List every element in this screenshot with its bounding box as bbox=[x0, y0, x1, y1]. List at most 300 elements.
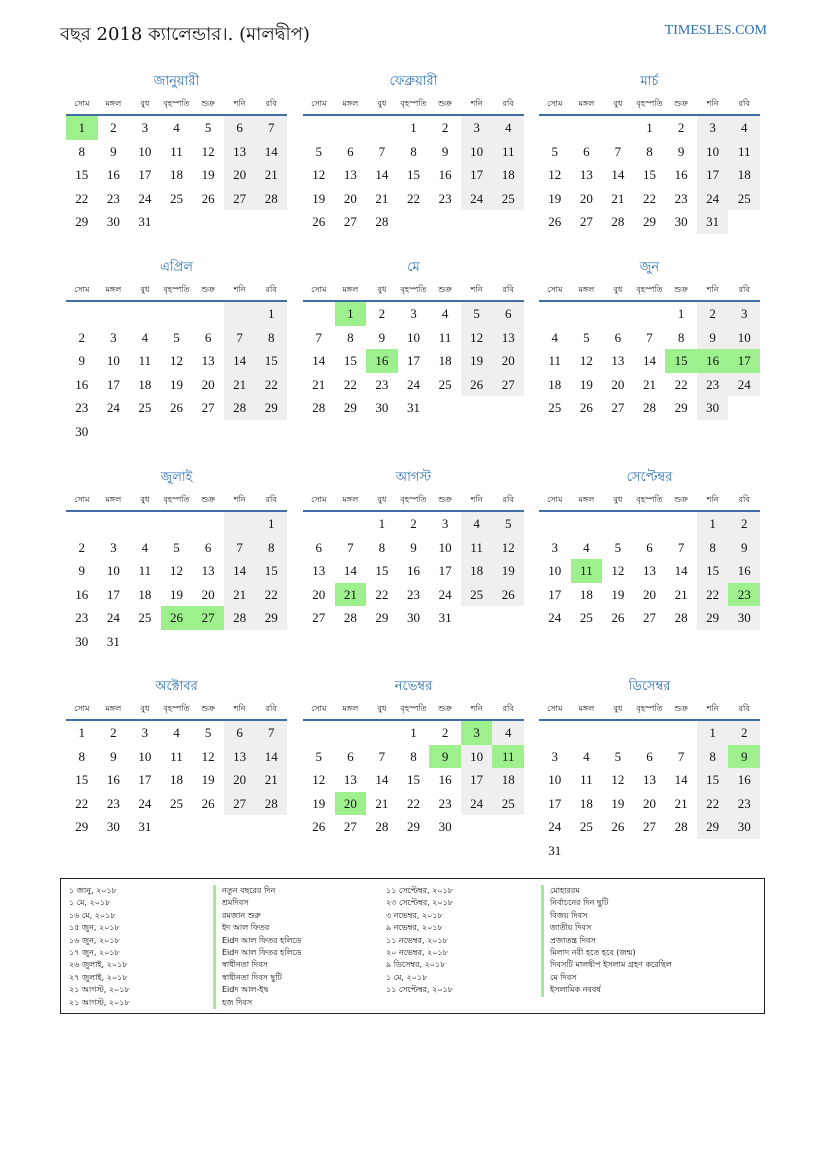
empty-cell bbox=[539, 116, 571, 140]
day-cell: 25 bbox=[169, 795, 183, 811]
day-cell: 22 bbox=[75, 795, 89, 811]
day-cell: 28 bbox=[224, 606, 256, 630]
day-cell: 8 bbox=[677, 329, 685, 345]
day-cell: 3 bbox=[551, 539, 559, 555]
day-cell: 19 bbox=[611, 795, 625, 811]
weekday-label: রবি bbox=[502, 495, 514, 504]
legend-date: ৩ নভেম্বর, ২০১৮ bbox=[386, 910, 443, 920]
empty-cell bbox=[602, 302, 634, 326]
day-cell: 23 bbox=[438, 190, 452, 206]
day-cell: 12 bbox=[611, 563, 625, 578]
day-cell: 12 bbox=[492, 536, 524, 560]
empty-cell bbox=[192, 512, 224, 536]
holiday-day-cell: 3 bbox=[461, 721, 493, 745]
empty-cell bbox=[665, 721, 697, 745]
day-cell: 6 bbox=[204, 329, 212, 345]
empty-cell bbox=[602, 512, 634, 536]
holiday-day-cell: 26 bbox=[161, 606, 193, 630]
day-cell: 23 bbox=[75, 610, 89, 625]
legend-holiday-name: দিবসটি মালদ্বীপ ইসলাম গ্রহণ করেছিল bbox=[541, 959, 672, 971]
day-cell: 18 bbox=[492, 163, 524, 187]
empty-cell bbox=[602, 116, 634, 140]
day-cell: 18 bbox=[138, 376, 152, 392]
day-cell: 30 bbox=[728, 606, 760, 630]
empty-cell bbox=[571, 116, 603, 140]
day-cell: 29 bbox=[75, 214, 89, 229]
day-cell: 28 bbox=[674, 610, 688, 625]
weekday-label: বৃহস্পতি bbox=[163, 704, 190, 713]
empty-cell bbox=[366, 116, 398, 140]
day-cell: 11 bbox=[492, 140, 524, 164]
day-cell: 5 bbox=[492, 512, 524, 536]
weekday-label: শনি bbox=[706, 285, 719, 294]
weekday-label: মঙ্গল bbox=[105, 285, 122, 294]
day-cell: 7 bbox=[614, 143, 622, 159]
weekday-header bbox=[66, 94, 287, 116]
day-cell: 19 bbox=[461, 349, 493, 373]
day-cell: 9 bbox=[697, 326, 729, 350]
day-cell: 4 bbox=[492, 116, 524, 140]
day-cell: 19 bbox=[579, 376, 593, 392]
day-cell: 13 bbox=[343, 167, 357, 182]
month-calendar bbox=[66, 677, 287, 839]
day-cell: 7 bbox=[677, 539, 685, 555]
day-cell: 24 bbox=[548, 819, 562, 834]
weekday-label: বুধ bbox=[613, 285, 623, 294]
day-cell: 15 bbox=[75, 167, 89, 182]
day-cell: 24 bbox=[697, 187, 729, 211]
day-cell: 5 bbox=[551, 143, 559, 159]
day-cell: 23 bbox=[406, 586, 420, 602]
legend-date: ১৬ মে, ২০১৮ bbox=[69, 910, 116, 920]
day-cell: 8 bbox=[378, 539, 386, 555]
day-cell: 30 bbox=[75, 633, 89, 649]
day-cell: 19 bbox=[169, 586, 183, 602]
day-cell: 14 bbox=[674, 772, 688, 787]
day-cell: 26 bbox=[461, 373, 493, 397]
day-cell: 31 bbox=[548, 842, 562, 858]
day-cell: 7 bbox=[224, 326, 256, 350]
day-cell: 8 bbox=[646, 143, 653, 159]
page-title: বছর 2018 ক্যালেন্ডার।. (মালদ্বীপ) bbox=[60, 24, 310, 45]
day-cell: 11 bbox=[138, 353, 152, 368]
day-cell: 18 bbox=[728, 163, 760, 187]
day-cell: 25 bbox=[492, 187, 524, 211]
day-cell: 22 bbox=[75, 190, 89, 206]
weekday-label: শুক্র bbox=[674, 495, 688, 504]
weekday-label: শনি bbox=[706, 704, 719, 713]
day-cell: 6 bbox=[347, 748, 354, 764]
month-name: মার্চ bbox=[640, 74, 659, 89]
weekday-label: বৃহস্পতি bbox=[400, 99, 427, 108]
day-grid bbox=[303, 721, 524, 839]
day-cell: 8 bbox=[410, 143, 417, 159]
day-cell: 22 bbox=[255, 583, 287, 607]
day-cell: 31 bbox=[406, 400, 420, 415]
weekday-label: বুধ bbox=[613, 99, 623, 108]
day-cell: 10 bbox=[461, 745, 493, 769]
day-cell: 17 bbox=[138, 772, 152, 787]
day-cell: 27 bbox=[492, 373, 524, 397]
day-cell: 26 bbox=[548, 214, 562, 229]
day-cell: 4 bbox=[461, 512, 493, 536]
month-calendar bbox=[303, 258, 524, 420]
day-grid bbox=[539, 116, 760, 234]
weekday-label: শুক্র bbox=[438, 704, 452, 713]
legend-holiday-name: বিজয় দিবস bbox=[541, 910, 672, 922]
day-cell: 7 bbox=[224, 536, 256, 560]
day-cell: 27 bbox=[343, 214, 357, 229]
weekday-label: রবি bbox=[502, 704, 514, 713]
weekday-label: রবি bbox=[738, 99, 750, 108]
day-cell: 21 bbox=[642, 376, 656, 392]
empty-cell bbox=[539, 302, 571, 326]
weekday-label: শুক্র bbox=[201, 704, 215, 713]
day-cell: 9 bbox=[441, 143, 449, 159]
weekday-header bbox=[66, 699, 287, 721]
weekday-label: মঙ্গল bbox=[578, 285, 595, 294]
day-cell: 28 bbox=[343, 610, 357, 625]
day-cell: 30 bbox=[438, 819, 452, 834]
empty-cell bbox=[539, 512, 571, 536]
weekday-label: সোম bbox=[311, 495, 327, 504]
day-cell: 22 bbox=[697, 583, 729, 607]
day-cell: 23 bbox=[697, 373, 729, 397]
weekday-label: বুধ bbox=[140, 495, 150, 504]
day-cell: 16 bbox=[75, 376, 89, 392]
day-cell: 6 bbox=[224, 116, 256, 140]
month-calendar bbox=[303, 72, 524, 234]
legend-holiday-name: ইদ আল ফিতর bbox=[213, 922, 302, 934]
day-cell: 8 bbox=[255, 536, 287, 560]
day-cell: 24 bbox=[106, 400, 120, 415]
day-cell: 7 bbox=[255, 721, 287, 745]
day-cell: 5 bbox=[173, 329, 180, 345]
holiday-day-cell: 1 bbox=[335, 302, 367, 326]
day-cell: 27 bbox=[611, 400, 625, 415]
day-cell: 11 bbox=[548, 353, 562, 368]
day-cell: 7 bbox=[646, 329, 653, 345]
day-cell: 19 bbox=[312, 190, 326, 206]
day-grid bbox=[66, 721, 287, 839]
day-cell: 11 bbox=[728, 140, 760, 164]
day-cell: 26 bbox=[492, 583, 524, 607]
day-cell: 23 bbox=[728, 792, 760, 816]
empty-cell bbox=[634, 721, 666, 745]
holiday-day-cell: 15 bbox=[665, 349, 697, 373]
holiday-day-cell: 16 bbox=[366, 349, 398, 373]
legend-date: ১ মে, ২০১৮ bbox=[386, 972, 428, 982]
day-cell: 21 bbox=[224, 373, 256, 397]
day-cell: 14 bbox=[255, 745, 287, 769]
day-cell: 18 bbox=[548, 376, 562, 392]
day-cell: 3 bbox=[141, 725, 149, 740]
day-cell: 27 bbox=[579, 214, 593, 229]
day-cell: 22 bbox=[406, 190, 420, 206]
holiday-day-cell: 21 bbox=[335, 583, 367, 607]
day-cell: 13 bbox=[579, 167, 593, 182]
day-cell: 20 bbox=[343, 190, 357, 206]
day-cell: 8 bbox=[78, 143, 86, 159]
day-cell: 16 bbox=[106, 167, 120, 182]
weekday-label: বৃহস্পতি bbox=[636, 704, 663, 713]
day-cell: 22 bbox=[697, 792, 729, 816]
day-cell: 5 bbox=[583, 329, 590, 345]
day-cell: 22 bbox=[255, 373, 287, 397]
day-cell: 30 bbox=[106, 214, 120, 229]
day-cell: 12 bbox=[312, 167, 326, 182]
day-cell: 13 bbox=[201, 563, 215, 578]
holiday-day-cell: 23 bbox=[728, 583, 760, 607]
weekday-label: রবি bbox=[738, 704, 750, 713]
day-cell: 3 bbox=[441, 516, 449, 531]
weekday-label: মঙ্গল bbox=[105, 495, 122, 504]
day-cell: 2 bbox=[677, 120, 685, 135]
day-cell: 4 bbox=[141, 539, 149, 555]
day-cell: 15 bbox=[642, 167, 656, 182]
day-cell: 17 bbox=[461, 163, 493, 187]
day-cell: 17 bbox=[461, 768, 493, 792]
day-cell: 20 bbox=[642, 795, 656, 811]
day-cell: 8 bbox=[697, 536, 729, 560]
empty-cell bbox=[303, 116, 335, 140]
weekday-label: বৃহস্পতি bbox=[400, 704, 427, 713]
legend-left-names bbox=[213, 885, 302, 1009]
day-cell: 17 bbox=[106, 586, 120, 602]
day-cell: 21 bbox=[674, 586, 688, 602]
day-cell: 27 bbox=[224, 792, 256, 816]
site-link[interactable]: TIMESLES.COM bbox=[664, 23, 767, 38]
day-cell: 5 bbox=[614, 539, 622, 555]
day-grid bbox=[66, 116, 287, 234]
day-cell: 12 bbox=[201, 143, 215, 159]
day-cell: 20 bbox=[492, 349, 524, 373]
day-cell: 7 bbox=[378, 143, 386, 159]
day-cell: 10 bbox=[728, 326, 760, 350]
legend-date: ১৭ জুন, ২০১৮ bbox=[69, 948, 120, 958]
day-grid bbox=[303, 302, 524, 420]
month-name: সেপ্টেম্বর bbox=[626, 470, 673, 485]
legend-holiday-name: Eidদ আল ফিতর হলিডে bbox=[213, 935, 302, 947]
legend-left-dates bbox=[69, 885, 130, 1009]
legend-holiday-name: নির্বাচনের দিন ছুটি bbox=[541, 897, 672, 909]
day-cell: 31 bbox=[138, 819, 152, 834]
holiday-day-cell: 9 bbox=[728, 745, 760, 769]
day-cell: 5 bbox=[461, 302, 493, 326]
month-name: মে bbox=[407, 260, 420, 275]
month-calendar bbox=[66, 468, 287, 653]
weekday-label: রবি bbox=[738, 495, 750, 504]
day-cell: 31 bbox=[438, 610, 452, 625]
day-cell: 3 bbox=[110, 539, 117, 555]
day-cell: 8 bbox=[347, 329, 354, 345]
month-name: অক্টোবর bbox=[155, 679, 198, 694]
weekday-label: মঙ্গল bbox=[578, 99, 595, 108]
weekday-label: শুক্র bbox=[674, 285, 688, 294]
weekday-label: বৃহস্পতি bbox=[636, 99, 663, 108]
empty-cell bbox=[335, 721, 367, 745]
day-cell: 9 bbox=[78, 353, 86, 368]
day-cell: 25 bbox=[138, 400, 152, 415]
day-cell: 3 bbox=[110, 329, 117, 345]
weekday-label: শুক্র bbox=[438, 99, 452, 108]
holiday-day-cell: 11 bbox=[492, 745, 524, 769]
day-cell: 2 bbox=[441, 725, 449, 740]
day-cell: 25 bbox=[461, 583, 493, 607]
weekday-label: সোম bbox=[74, 495, 90, 504]
day-cell: 4 bbox=[728, 116, 760, 140]
weekday-label: রবি bbox=[265, 285, 277, 294]
day-cell: 24 bbox=[138, 190, 152, 206]
day-cell: 17 bbox=[138, 167, 152, 182]
empty-cell bbox=[303, 302, 335, 326]
day-cell: 11 bbox=[170, 143, 183, 159]
day-cell: 15 bbox=[406, 167, 420, 182]
day-cell: 13 bbox=[224, 140, 256, 164]
day-cell: 26 bbox=[169, 400, 183, 415]
empty-cell bbox=[66, 512, 98, 536]
legend-holiday-name: হজ দিবস bbox=[213, 997, 302, 1009]
month-name: নভেম্বর bbox=[394, 679, 433, 694]
day-cell: 1 bbox=[410, 120, 417, 135]
day-cell: 4 bbox=[173, 120, 180, 135]
day-cell: 25 bbox=[728, 187, 760, 211]
day-cell: 15 bbox=[343, 353, 357, 368]
day-cell: 2 bbox=[78, 539, 86, 555]
day-cell: 28 bbox=[224, 396, 256, 420]
legend-date: ২০ নভেম্বর, ২০১৮ bbox=[386, 948, 448, 958]
legend-holiday-name: স্বাধীনতা দিবস bbox=[213, 959, 302, 971]
day-cell: 19 bbox=[492, 559, 524, 583]
weekday-label: মঙ্গল bbox=[578, 704, 595, 713]
month-calendar bbox=[539, 677, 760, 862]
day-cell: 26 bbox=[579, 400, 593, 415]
empty-cell bbox=[571, 721, 603, 745]
legend-holiday-name: মোহাররম bbox=[541, 885, 672, 897]
day-cell: 11 bbox=[138, 563, 152, 578]
day-cell: 19 bbox=[169, 376, 183, 392]
day-cell: 20 bbox=[642, 586, 656, 602]
day-cell: 31 bbox=[106, 633, 120, 649]
month-calendar bbox=[539, 258, 760, 420]
day-cell: 28 bbox=[375, 819, 389, 834]
weekday-label: সোম bbox=[74, 99, 90, 108]
weekday-label: মঙ্গল bbox=[105, 704, 122, 713]
day-cell: 12 bbox=[611, 772, 625, 787]
day-cell: 6 bbox=[347, 143, 354, 159]
legend-date: ২১ আগস্ট, ২০১৮ bbox=[69, 997, 130, 1007]
holiday-day-cell: 17 bbox=[728, 349, 760, 373]
legend-date: ৯ নভেম্বর, ২০১৮ bbox=[386, 923, 443, 933]
day-cell: 30 bbox=[674, 214, 688, 229]
month-name: জানুয়ারী bbox=[153, 74, 200, 89]
legend-date: ৯ ডিসেম্বর, ২০১৮ bbox=[386, 960, 446, 970]
day-cell: 21 bbox=[255, 768, 287, 792]
day-cell: 9 bbox=[677, 143, 685, 159]
day-cell: 20 bbox=[579, 190, 593, 206]
day-cell: 25 bbox=[438, 376, 452, 392]
weekday-label: বৃহস্পতি bbox=[400, 285, 427, 294]
day-cell: 20 bbox=[224, 768, 256, 792]
weekday-label: রবি bbox=[265, 495, 277, 504]
day-cell: 18 bbox=[438, 353, 452, 368]
empty-cell bbox=[224, 302, 256, 326]
holiday-day-cell: 27 bbox=[192, 606, 224, 630]
weekday-label: সোম bbox=[547, 285, 563, 294]
day-cell: 19 bbox=[312, 795, 326, 811]
day-cell: 4 bbox=[441, 306, 449, 321]
day-cell: 21 bbox=[674, 795, 688, 811]
day-cell: 16 bbox=[728, 559, 760, 583]
day-cell: 15 bbox=[406, 772, 420, 787]
day-cell: 11 bbox=[580, 772, 593, 787]
day-cell: 23 bbox=[375, 376, 389, 392]
day-cell: 14 bbox=[642, 353, 656, 368]
legend-date: ২১ আগস্ট, ২০১৮ bbox=[69, 985, 130, 995]
day-cell: 30 bbox=[697, 396, 729, 420]
day-cell: 13 bbox=[224, 745, 256, 769]
day-cell: 10 bbox=[106, 353, 120, 368]
day-cell: 6 bbox=[646, 539, 653, 555]
weekday-label: রবি bbox=[265, 704, 277, 713]
day-cell: 29 bbox=[697, 606, 729, 630]
day-cell: 25 bbox=[492, 792, 524, 816]
day-cell: 20 bbox=[201, 586, 215, 602]
day-cell: 24 bbox=[106, 610, 120, 625]
weekday-label: রবি bbox=[502, 285, 514, 294]
legend-date: ১১ সেপ্টেম্বর, ২০১৮ bbox=[386, 886, 453, 895]
weekday-label: শনি bbox=[233, 704, 246, 713]
day-cell: 3 bbox=[551, 748, 559, 764]
weekday-label: বৃহস্পতি bbox=[636, 285, 663, 294]
holiday-legend bbox=[60, 878, 765, 1014]
month-calendar bbox=[539, 468, 760, 630]
day-cell: 13 bbox=[611, 353, 625, 368]
month-calendar bbox=[66, 72, 287, 234]
day-cell: 23 bbox=[106, 190, 120, 206]
day-cell: 9 bbox=[728, 536, 760, 560]
day-cell: 12 bbox=[579, 353, 593, 368]
day-cell: 14 bbox=[343, 563, 357, 578]
day-cell: 1 bbox=[677, 306, 685, 321]
day-cell: 1 bbox=[255, 302, 287, 326]
legend-date: ২৩ সেপ্টেম্বর, ২০১৮ bbox=[386, 898, 453, 908]
day-cell: 26 bbox=[201, 190, 215, 206]
weekday-label: শুক্র bbox=[201, 99, 215, 108]
holiday-day-cell: 16 bbox=[697, 349, 729, 373]
day-cell: 4 bbox=[583, 539, 590, 555]
day-cell: 26 bbox=[201, 795, 215, 811]
weekday-label: শনি bbox=[470, 285, 483, 294]
legend-holiday-name: রমজান শুরু bbox=[213, 910, 302, 922]
day-cell: 29 bbox=[75, 819, 89, 834]
day-cell: 2 bbox=[78, 329, 86, 345]
legend-date: ২৬ জুলাই, ২০১৮ bbox=[69, 960, 128, 970]
day-cell: 26 bbox=[611, 610, 625, 625]
day-cell: 27 bbox=[343, 819, 357, 834]
day-cell: 6 bbox=[646, 748, 653, 764]
day-cell: 14 bbox=[224, 349, 256, 373]
empty-cell bbox=[539, 721, 571, 745]
day-cell: 16 bbox=[106, 772, 120, 787]
day-cell: 10 bbox=[138, 143, 152, 159]
day-cell: 1 bbox=[646, 120, 653, 135]
day-cell: 2 bbox=[110, 725, 117, 740]
day-cell: 18 bbox=[169, 772, 183, 787]
weekday-header bbox=[539, 94, 760, 116]
day-cell: 16 bbox=[406, 563, 420, 578]
weekday-label: শুক্র bbox=[201, 285, 215, 294]
